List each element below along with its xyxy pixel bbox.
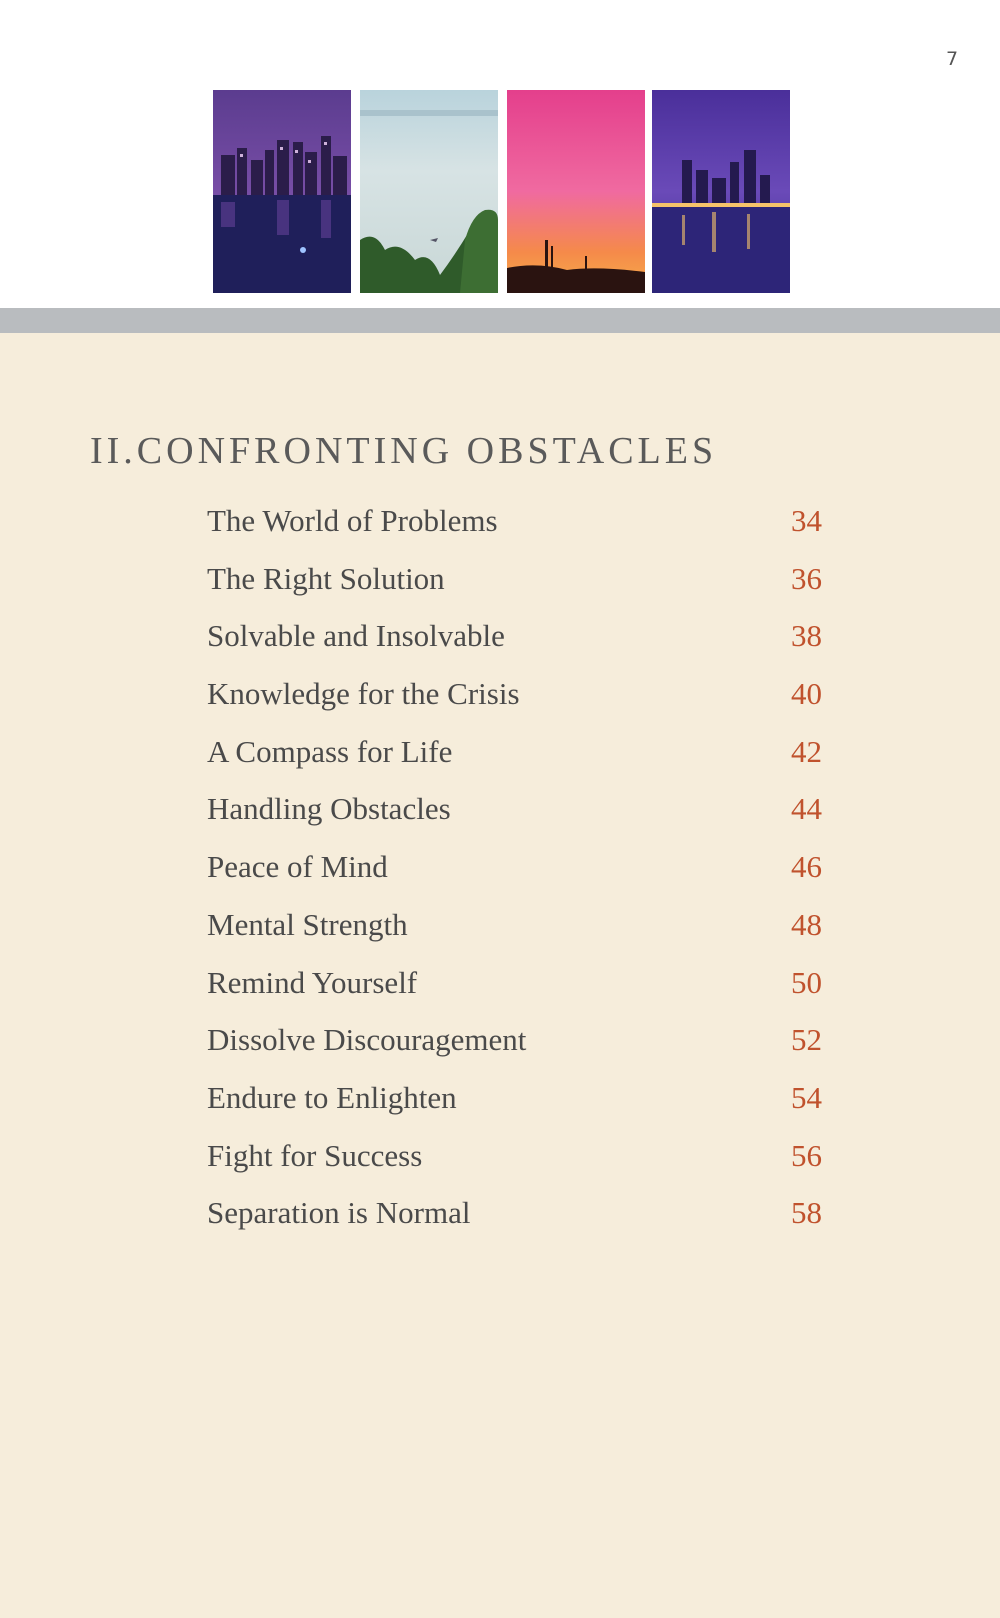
toc-entry[interactable] — [0, 965, 1000, 1023]
toc-entry[interactable] — [0, 1195, 1000, 1253]
toc-list — [0, 503, 1000, 1253]
toc-entry-title: Dissolve Discouragement — [207, 1022, 527, 1058]
toc-entry-title: Separation is Normal — [207, 1195, 471, 1231]
toc-entry[interactable] — [0, 734, 1000, 792]
toc-entry[interactable] — [0, 503, 1000, 561]
toc-entry-page: 44 — [791, 791, 822, 827]
toc-entry[interactable] — [0, 791, 1000, 849]
toc-entry-title: Knowledge for the Crisis — [207, 676, 520, 712]
toc-entry[interactable] — [0, 1022, 1000, 1080]
toc-entry-page: 48 — [791, 906, 822, 942]
toc-entry[interactable] — [0, 849, 1000, 907]
toc-entry-title: Peace of Mind — [207, 849, 388, 885]
pink-sunset-photo — [507, 90, 645, 293]
toc-entry-page: 56 — [791, 1137, 822, 1173]
header-photo-strip — [213, 90, 790, 293]
toc-entry[interactable] — [0, 1080, 1000, 1138]
toc-entry-page: 50 — [791, 964, 822, 1000]
toc-entry[interactable] — [0, 1138, 1000, 1196]
waterfront-skyline-dusk-photo — [652, 90, 790, 293]
toc-entry[interactable] — [0, 676, 1000, 734]
toc-entry-page: 46 — [791, 849, 822, 885]
city-skyline-night-photo — [213, 90, 351, 293]
toc-entry-title: Handling Obstacles — [207, 791, 451, 827]
toc-entry-title: Solvable and Insolvable — [207, 618, 505, 654]
lake-with-trees-photo — [360, 90, 498, 293]
table-of-contents — [0, 333, 1000, 1618]
toc-entry-page: 34 — [791, 503, 822, 538]
toc-entry-title: The Right Solution — [207, 560, 445, 596]
toc-entry[interactable] — [0, 618, 1000, 676]
section-title: II.CONFRONTING OBSTACLES — [90, 430, 718, 472]
divider-band — [0, 308, 1000, 333]
toc-entry-page: 58 — [791, 1195, 822, 1231]
toc-entry-page: 38 — [791, 618, 822, 654]
toc-entry-title: Remind Yourself — [207, 964, 418, 1000]
toc-entry-page: 42 — [791, 733, 822, 769]
toc-entry-title: A Compass for Life — [207, 733, 453, 769]
toc-entry-page: 40 — [791, 676, 822, 712]
toc-entry[interactable] — [0, 907, 1000, 965]
toc-entry[interactable] — [0, 561, 1000, 619]
toc-entry-page: 52 — [791, 1022, 822, 1058]
toc-entry-page: 54 — [791, 1079, 822, 1115]
page-number: 7 — [946, 48, 959, 70]
toc-entry-title: Fight for Success — [207, 1137, 423, 1173]
toc-entry-title: Mental Strength — [207, 906, 408, 942]
toc-entry-title: The World of Problems — [207, 503, 498, 538]
toc-entry-title: Endure to Enlighten — [207, 1079, 457, 1115]
toc-entry-page: 36 — [791, 560, 822, 596]
